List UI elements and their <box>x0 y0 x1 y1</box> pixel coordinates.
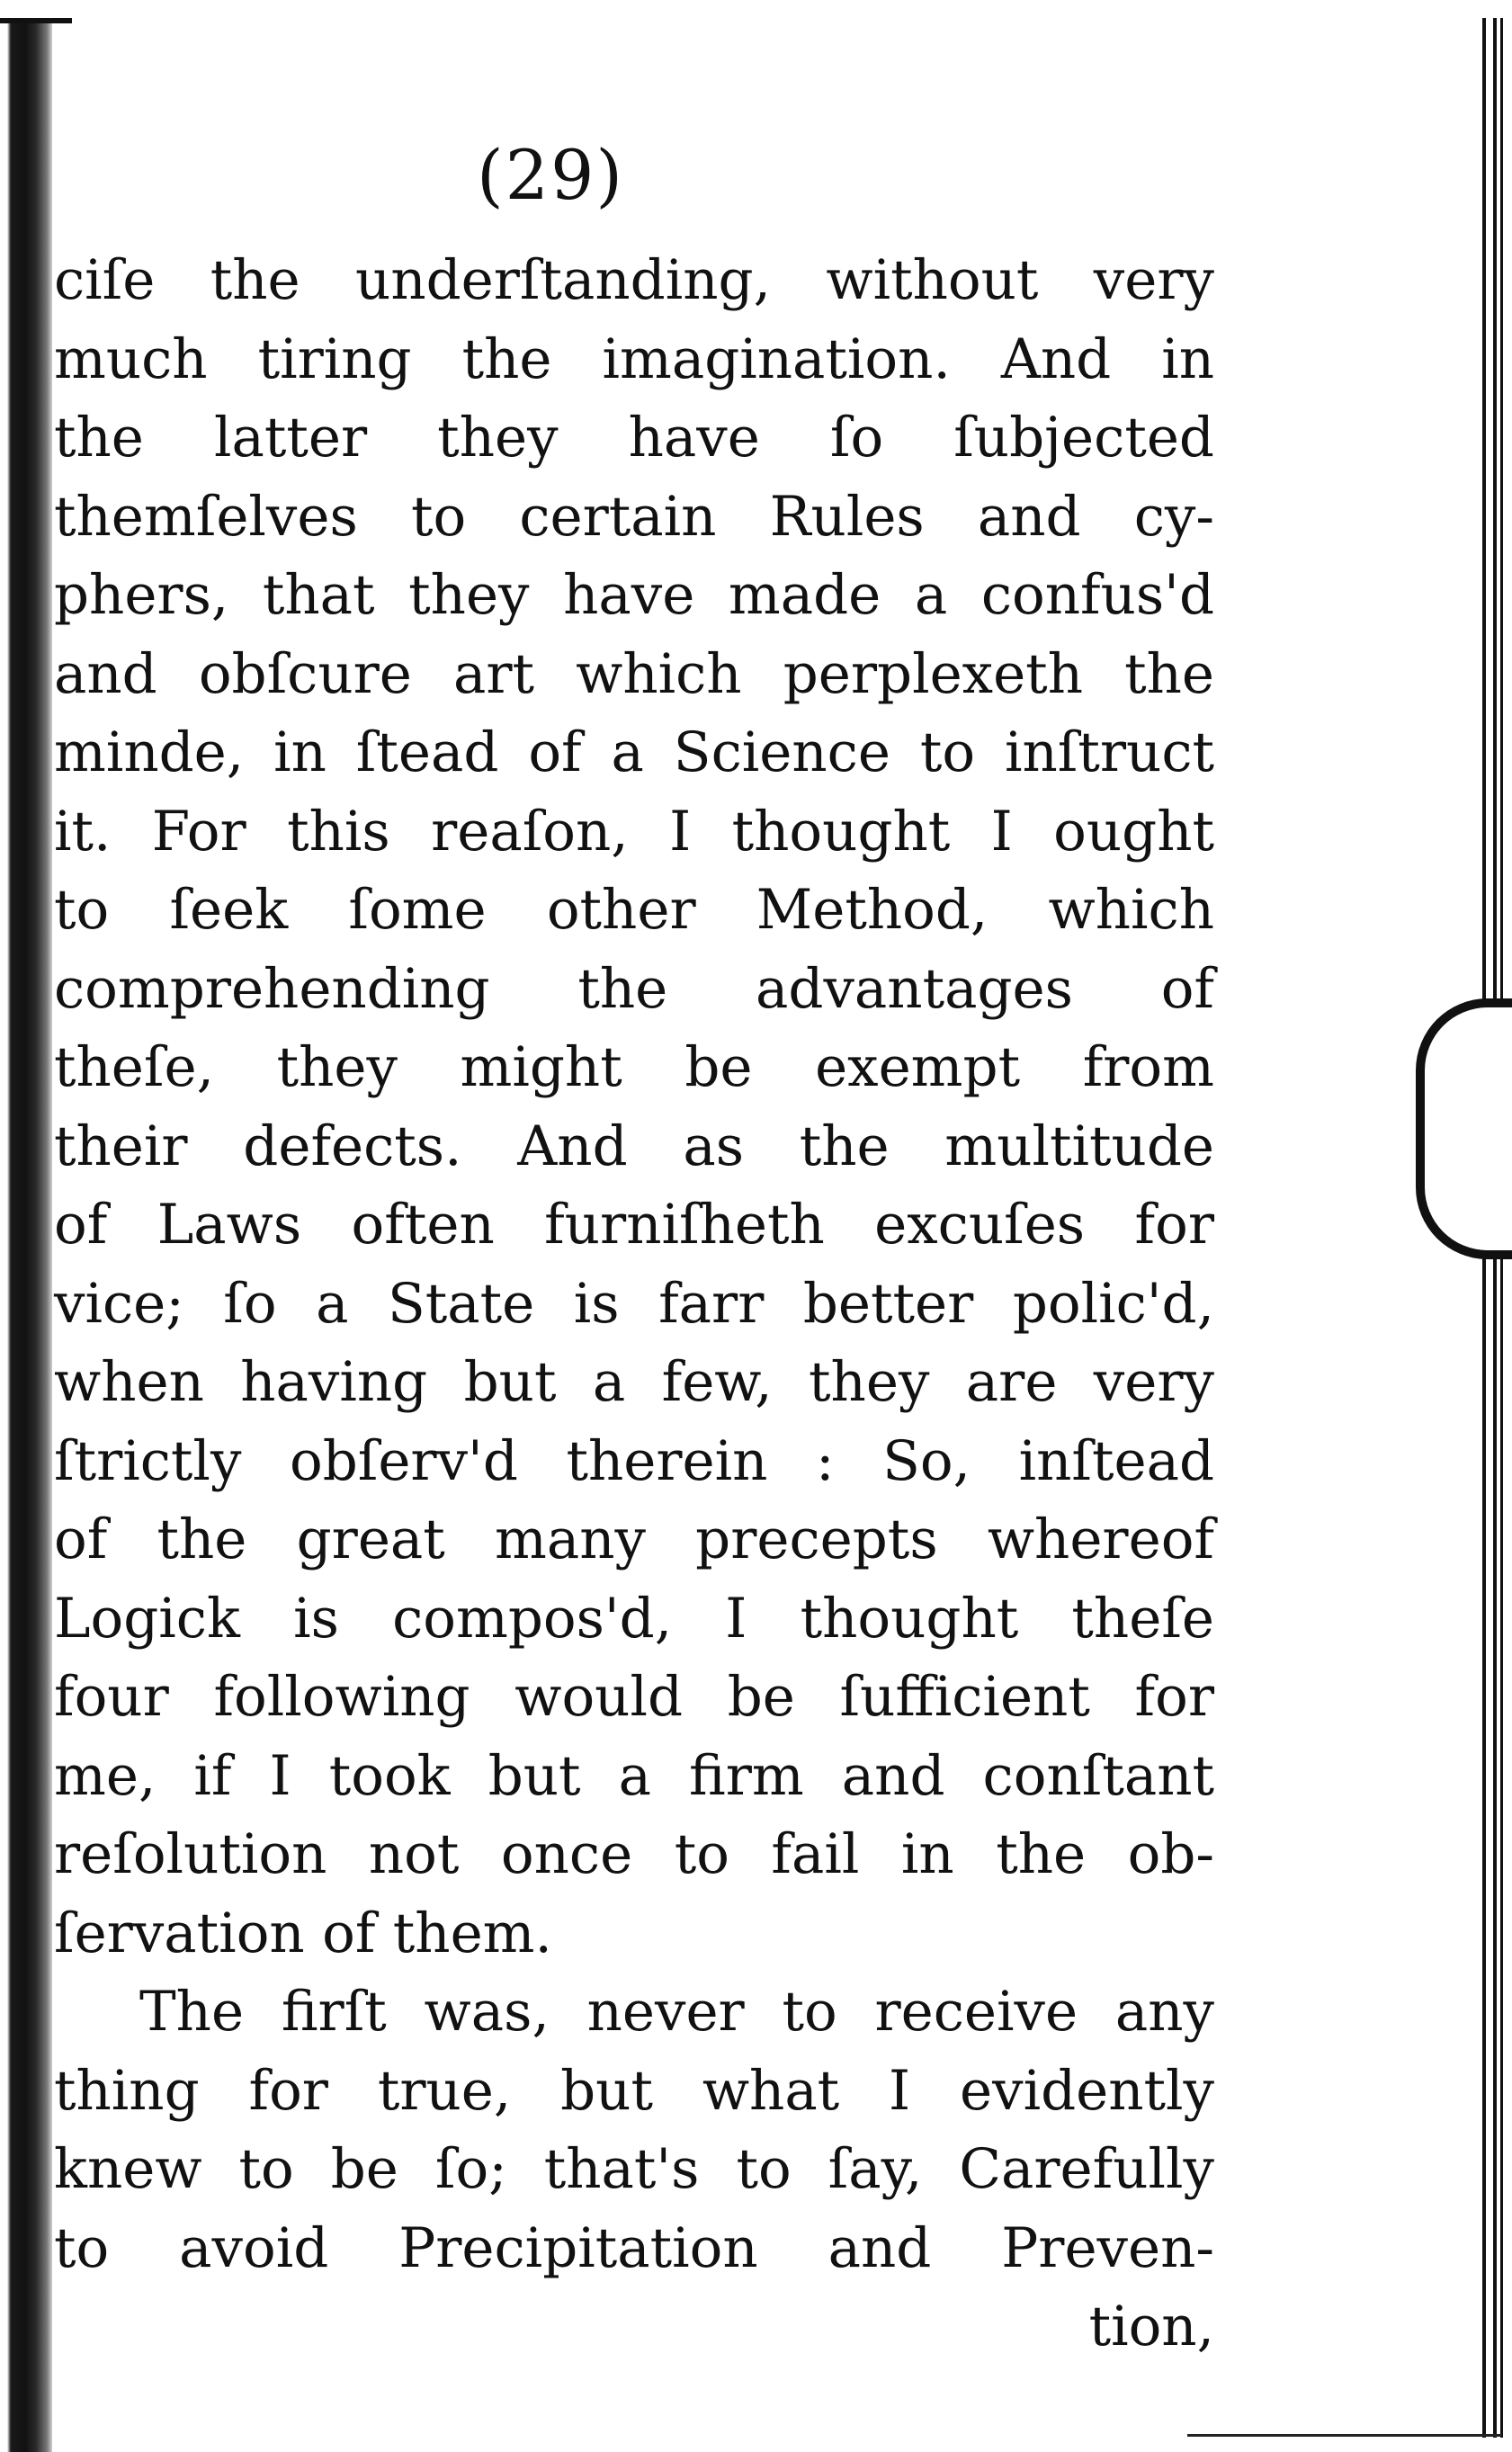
page-number: (29) <box>477 135 625 215</box>
text-line: thing for true, but what I evidently <box>54 2058 1214 2123</box>
binding-edge-mark <box>0 18 72 23</box>
text-line: phers, that they have made a confus'd <box>54 563 1214 627</box>
text-line: Logick is compos'd, I thought theſe <box>54 1586 1214 1651</box>
text-line: ſervation of them. <box>54 1901 552 1965</box>
catchword: tion, <box>1088 2295 1214 2358</box>
text-line: and obſcure art which perplexeth the <box>54 641 1214 706</box>
text-line: vice; ſo a State is farr better polic'd, <box>54 1271 1214 1336</box>
text-line: the latter they have ſo ſubjected <box>54 406 1214 470</box>
text-line: of the great many precepts whereof <box>54 1508 1214 1571</box>
text-line: me, if I took but a firm and conſtant <box>54 1743 1214 1808</box>
text-line: minde, in ſtead of a Science to inſtruct <box>54 720 1214 784</box>
page-tab-mark <box>1416 998 1512 1259</box>
text-line: ciſe the underſtanding, without very <box>54 248 1214 312</box>
page-edge-bottom <box>1187 2434 1502 2437</box>
text-line: of Laws often furniſheth excuſes for <box>54 1193 1214 1257</box>
text-line: to ſeek ſome other Method, which <box>54 878 1214 942</box>
text-line: The firſt was, never to receive any <box>139 1980 1214 2044</box>
text-line: to avoid Precipitation and Preven- <box>54 2215 1214 2280</box>
text-line: their defects. And as the multitude <box>54 1114 1214 1178</box>
text-line: when having but a few, they are very <box>54 1350 1214 1414</box>
text-line: reſolution not once to fail in the ob- <box>54 1822 1214 1886</box>
text-line: four following would be ſufficient for <box>54 1665 1214 1729</box>
binding-gutter <box>0 18 52 2452</box>
text-line: knew to be ſo; that's to ſay, Carefully <box>54 2137 1214 2201</box>
text-line: much tiring the imagination. And in <box>54 327 1214 391</box>
text-line: themſelves to certain Rules and cy- <box>54 484 1214 549</box>
text-line: comprehending the advantages of <box>54 956 1214 1021</box>
text-line: theſe, they might be exempt from <box>54 1035 1214 1099</box>
text-line: ſtrictly obſerv'd therein : So, inſtead <box>54 1428 1214 1493</box>
body-text <box>54 241 1214 2367</box>
text-line: it. For this reaſon, I thought I ought <box>54 799 1214 864</box>
